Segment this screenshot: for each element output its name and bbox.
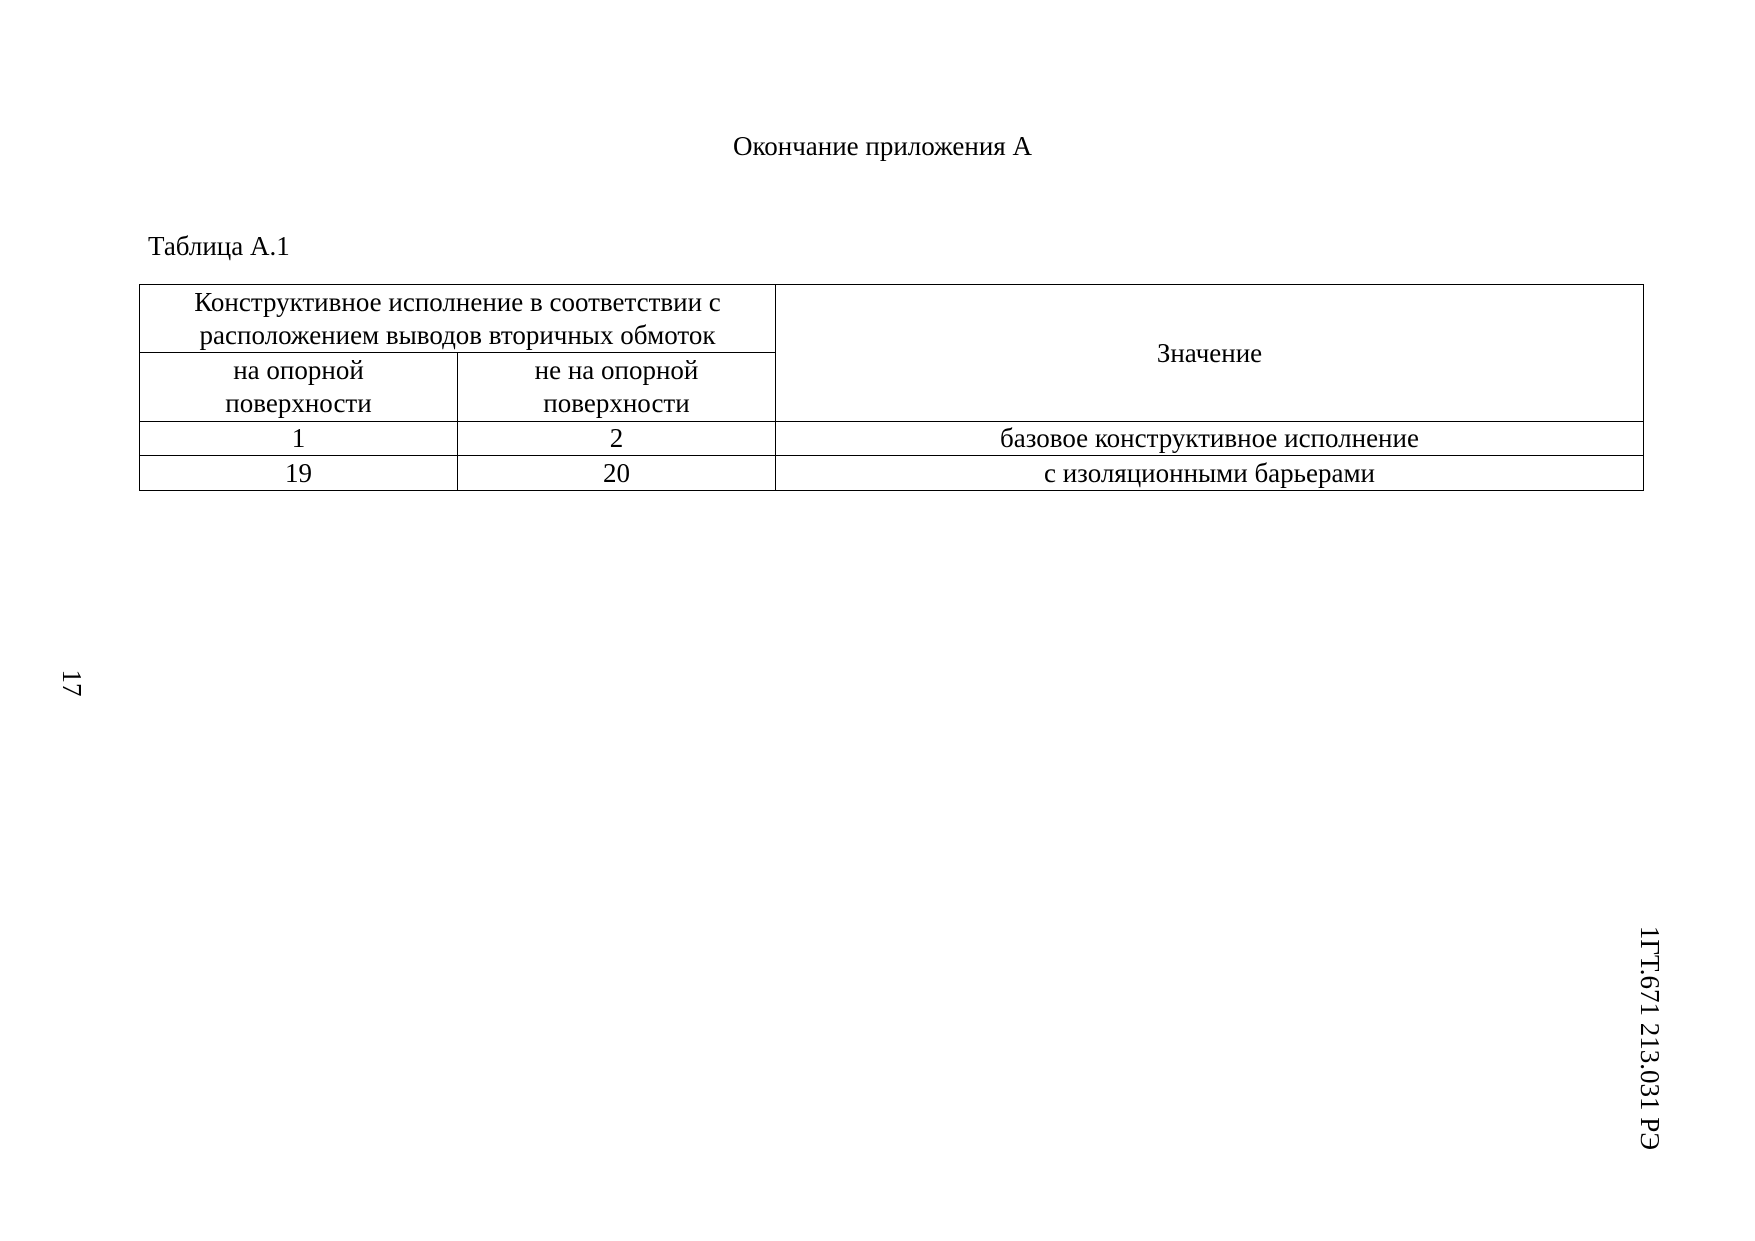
non-support-surface-header-cell: не на опорной поверхности xyxy=(458,353,776,422)
table-cell: 20 xyxy=(458,456,776,491)
page-number: 17 xyxy=(57,669,87,697)
table-cell: 1 xyxy=(140,422,458,456)
support-surface-header-cell: на опорной поверхности xyxy=(140,353,458,422)
table-caption: Таблица А.1 xyxy=(148,231,290,261)
value-header-cell: Значение xyxy=(776,285,1644,422)
table-row xyxy=(140,456,1644,491)
page-heading: Окончание приложения А xyxy=(733,131,1032,161)
group-header-cell: Конструктивное исполнение в соответствии с расположением выводов вторичных обмоток xyxy=(140,285,776,353)
table-row xyxy=(140,422,1644,456)
table-cell: с изоляционными барьерами xyxy=(776,456,1644,491)
table-cell: 19 xyxy=(140,456,458,491)
table-header-row xyxy=(140,285,1644,353)
table-cell: 2 xyxy=(458,422,776,456)
spec-table xyxy=(139,284,1644,491)
document-code: 1ГТ.671 213.031 РЭ xyxy=(1635,925,1665,1151)
table-cell: базовое конструктивное исполнение xyxy=(776,422,1644,456)
